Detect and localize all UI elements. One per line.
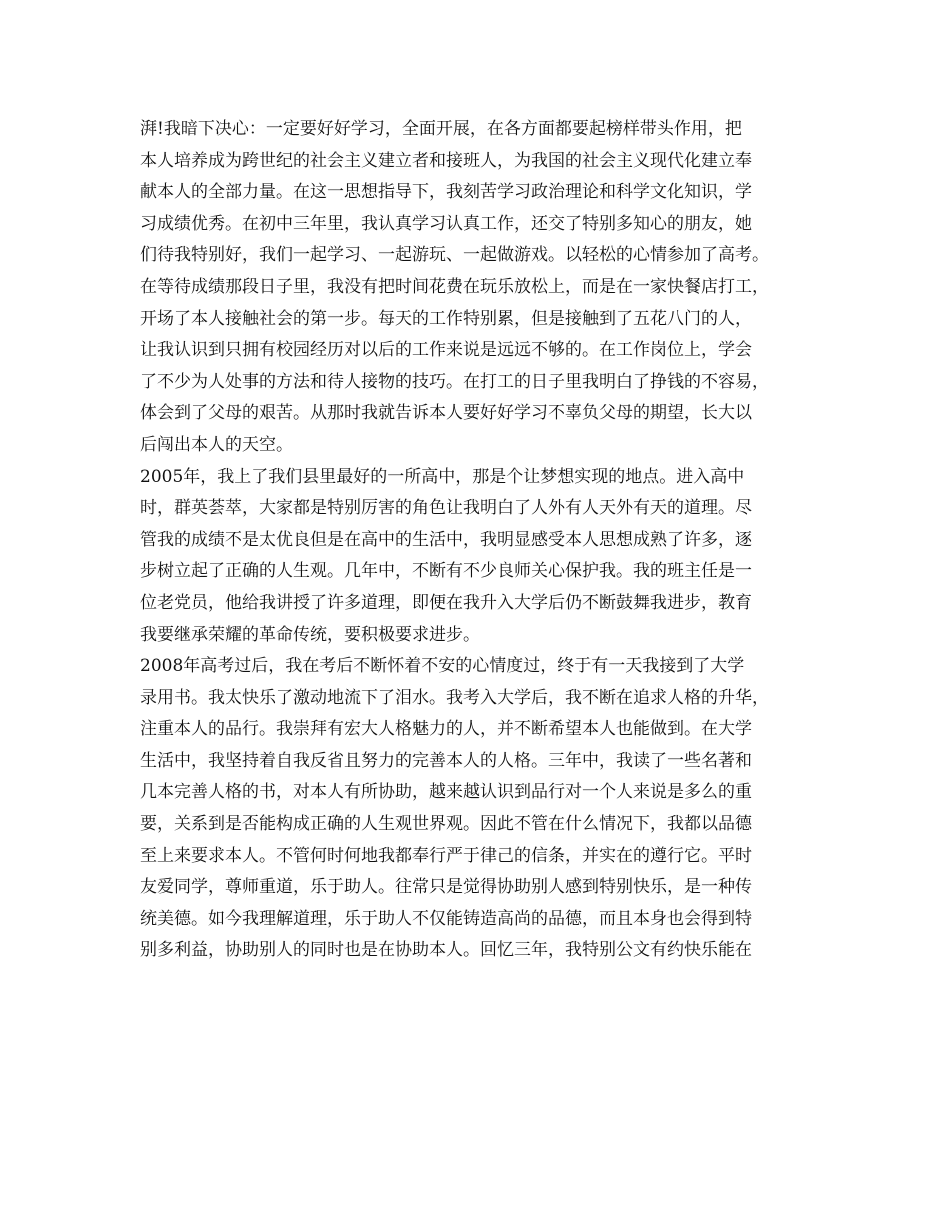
text-line: 管我的成绩不是太优良但是在高中的生活中，我明显感受本人思想成熟了许多，逐 xyxy=(140,529,752,550)
text-line: 录用书。我太快乐了激动地流下了泪水。我考入大学后，我不断在追求人格的升华， xyxy=(140,687,769,708)
text-line: 开场了本人接触社会的第一步。每天的工作特别累，但是接触到了五花八门的人， xyxy=(140,308,752,329)
text-line: 本人培养成为跨世纪的社会主义建立者和接班人，为我国的社会主义现代化建立奉 xyxy=(140,150,752,171)
text-line: 了不少为人处事的方法和待人接物的技巧。在打工的日子里我明白了挣钱的不容易， xyxy=(140,371,769,392)
text-line: 注重本人的品行。我崇拜有宏大人格魅力的人，并不断希望本人也能做到。在大学 xyxy=(140,719,752,740)
text-line: 在等待成绩那段日子里，我没有把时间花费在玩乐放松上，而是在一家快餐店打工， xyxy=(140,276,769,297)
text-line: 我要继承荣耀的革命传统，要积极要求进步。 xyxy=(140,624,480,645)
text-line: 位老党员，他给我讲授了许多道理，即便在我升入大学后仍不断鼓舞我进步，教育 xyxy=(140,592,752,613)
text-line: 几本完善人格的书，对本人有所协助，越来越认识到品行对一个人来说是多么的重 xyxy=(140,782,752,803)
text-line: 2005年，我上了我们县里最好的一所高中，那是个让梦想实现的地点。进入高中 xyxy=(140,466,745,487)
text-line: 要，关系到是否能构成正确的人生观世界观。因此不管在什么情况下，我都以品德 xyxy=(140,814,752,835)
body-text xyxy=(140,114,830,967)
text-line: 献本人的全部力量。在这一思想指导下，我刻苦学习政治理论和科学文化知识，学 xyxy=(140,182,752,203)
text-line: 别多利益，协助别人的同时也是在协助本人。回忆三年，我特别公文有约快乐能在 xyxy=(140,940,752,961)
text-line: 时，群英荟萃，大家都是特别厉害的角色让我明白了人外有人天外有天的道理。尽 xyxy=(140,498,752,519)
text-line: 2008年高考过后，我在考后不断怀着不安的心情度过，终于有一天我接到了大学 xyxy=(140,656,745,677)
text-line: 生活中，我坚持着自我反省且努力的完善本人的人格。三年中，我读了一些名著和 xyxy=(140,750,752,771)
text-line: 友爱同学，尊师重道，乐于助人。往常只是觉得协助别人感到特别快乐，是一种传 xyxy=(140,877,752,898)
text-line: 们待我特别好，我们一起学习、一起游玩、一起做游戏。以轻松的心情参加了高考。 xyxy=(140,245,769,266)
text-line: 统美德。如今我理解道理，乐于助人不仅能铸造高尚的品德，而且本身也会得到特 xyxy=(140,908,752,929)
text-line: 至上来要求本人。不管何时何地我都奉行严于律己的信条，并实在的遵行它。平时 xyxy=(140,845,752,866)
text-line: 后闯出本人的天空。 xyxy=(140,434,293,455)
text-line: 湃!我暗下决心：一定要好好学习，全面开展，在各方面都要起榜样带头作用，把 xyxy=(140,119,742,139)
text-line: 体会到了父母的艰苦。从那时我就告诉本人要好好学习不辜负父母的期望，长大以 xyxy=(140,403,752,424)
text-line: 步树立起了正确的人生观。几年中，不断有不少良师关心保护我。我的班主任是一 xyxy=(140,561,752,582)
text-line: 让我认识到只拥有校园经历对以后的工作来说是远远不够的。在工作岗位上，学会 xyxy=(140,340,752,361)
text-line: 习成绩优秀。在初中三年里，我认真学习认真工作，还交了特别多知心的朋友，她 xyxy=(140,213,752,234)
